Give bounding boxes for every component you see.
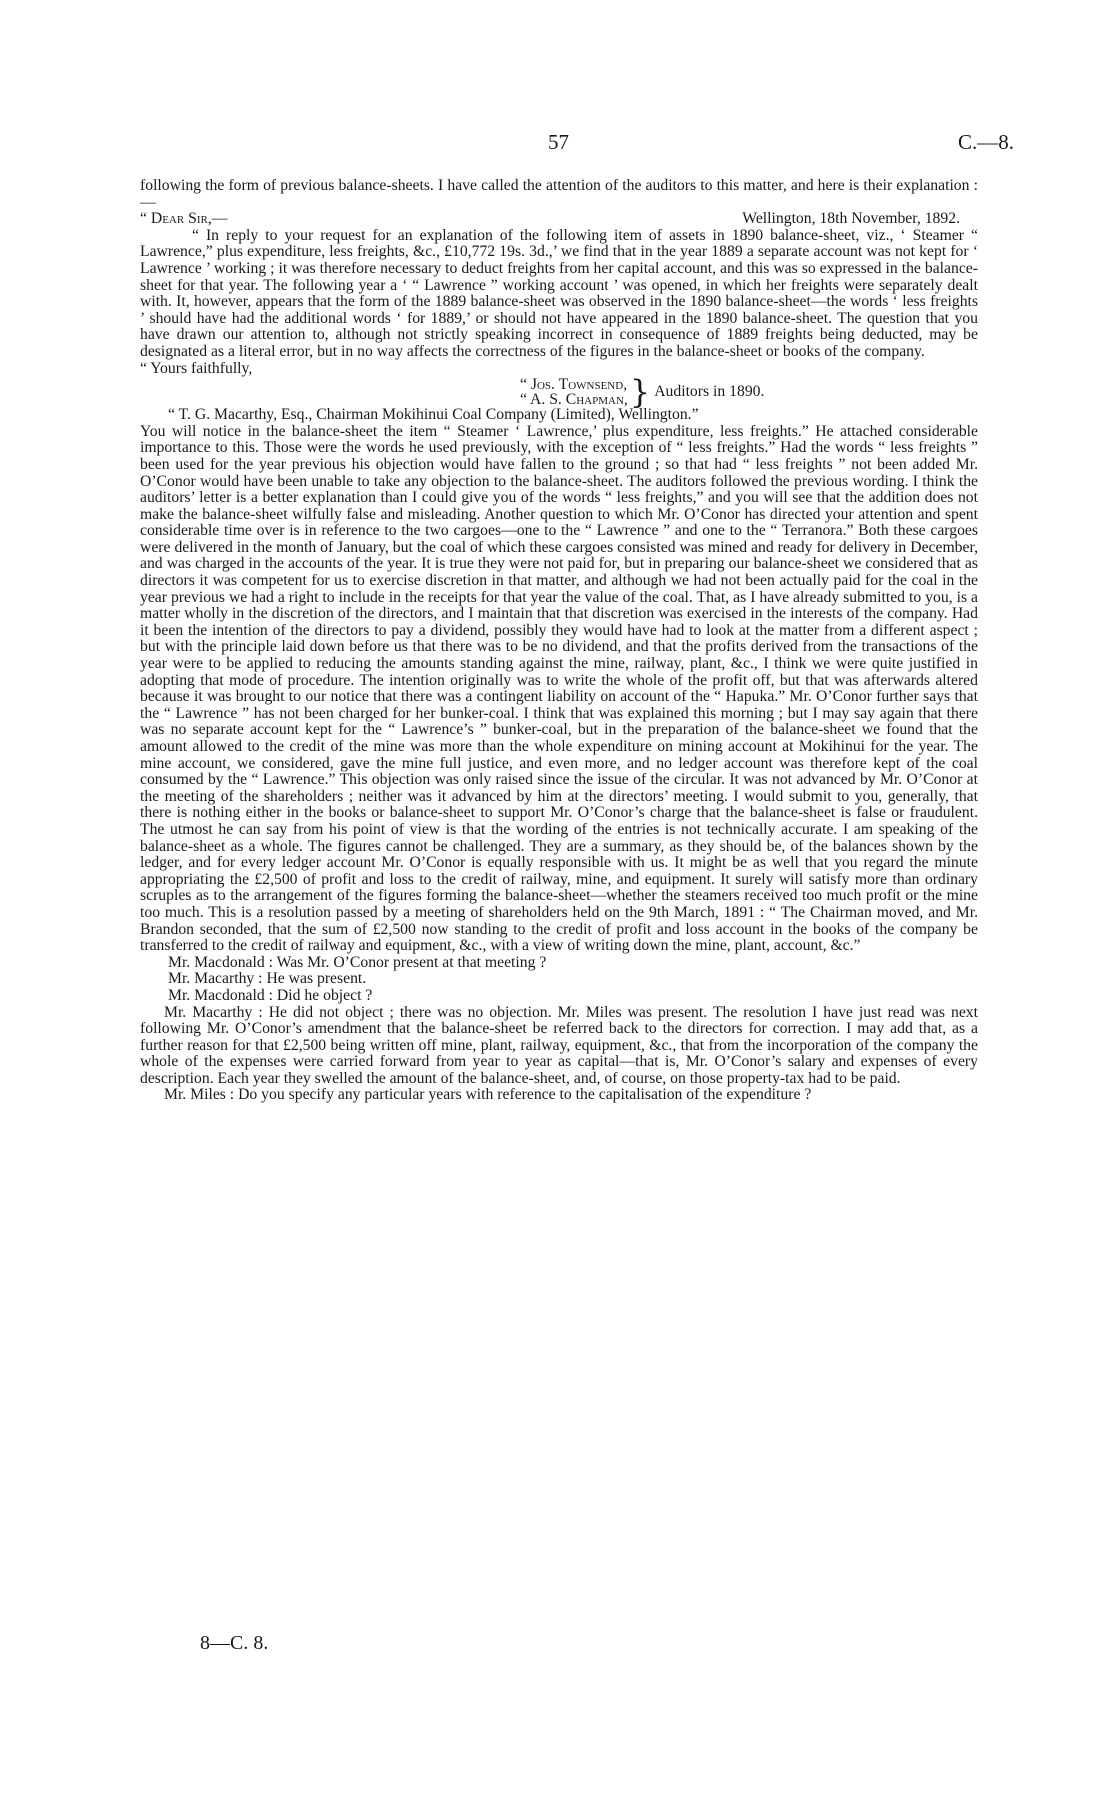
letter-heading	[140, 211, 978, 228]
signatory-chapman: “ A. S. Chapman,	[520, 391, 628, 409]
letter-closing: “ Yours faithfully,	[140, 359, 253, 377]
auditors-letter: “ In reply to your request for an explanation of the following item of assets in 1890 balance-sheet, viz., ‘ Steamer “ Lawrence,” plus expenditure, less freights, &c., £10,772 19s. 3d.,’ we find that in the year 1889 a separate account was not kept for ‘ Lawrence ’ working ; it was therefore necessary to deduct freights from her capital account, and this was so expressed in the balance-sheet for that year. The following year a ‘ “ Lawrence ” working account ’ was opened, in which her freights were separately dealt with. It, however, appears that the form of the 1889 balance-sheet was observed in the 1890 balance-sheet—the words ‘ less freights ’ should have had the additional words ‘ for 1889,’ or should not have appeared in the 1890 balance-sheet. The question that you have drawn our attention to, although not strictly speaking incorrect in consequence of 1889 freights being deducted, may be designated as a literal error, but in no way affects the correctness of the figures in the balance-sheet or books of the company.	[140, 226, 978, 360]
paper-reference: C.—8.	[957, 130, 1014, 154]
signatory-role: Auditors in 1890.	[654, 382, 765, 400]
signatory-townsend: “ Jos. Townsend,	[520, 376, 628, 394]
signature-code: 8—C. 8.	[200, 1632, 269, 1654]
answer-macarthy-2: Mr. Macarthy : He did not object ; there was no objection. Mr. Miles was present. The resolution I have just read was next following Mr. O’Conor’s amendment that the balance-sheet be referred back to the directors for correction. I may add that, as a further reason for that £2,500 being written off mine, plant, railway, equipment, &c., that from the incorporation of the company the whole of the expenses were carried forward from year to year as capital—that is, Mr. O’Conor’s salary and expenses of every description. Each year they swelled the amount of the balance-sheet, and, of course, on those property-tax had to be paid.	[140, 1003, 978, 1087]
letter-date: Wellington, 18th November, 1892.	[742, 210, 960, 228]
answer-macarthy-1: Mr. Macarthy : He was present.	[168, 970, 367, 988]
question-macdonald-1: Mr. Macdonald : Was Mr. O’Conor present at that meeting ?	[168, 953, 547, 971]
opening-paragraph: following the form of previous balance-sheets. I have called the attention of the auditors to this matter, and here is their explanation :—	[140, 177, 978, 211]
page-number: 57	[548, 130, 569, 154]
brace-glyph: }	[629, 373, 651, 412]
salutation: “ Dear Sir,—	[140, 210, 228, 228]
letter-addressee: “ T. G. Macarthy, Esq., Chairman Mokihinui Coal Company (Limited), Wellington.”	[168, 406, 699, 424]
question-macdonald-2: Mr. Macdonald : Did he object ?	[168, 986, 373, 1004]
signature-block	[520, 373, 978, 412]
macarthy-statement: You will notice in the balance-sheet the item “ Steamer ‘ Lawrence,’ plus expenditure, less freights.” He attached considerable importance to this. Those were the words he used previously, with the exception of “ less freights.” Had the words “ less freights ” been used for the year previous his objection would have fallen to the ground ; so that had “ less freights ” not been added Mr. O’Conor would have been unable to take any objection to the balance-sheet. The auditors followed the previous wording. I think the auditors’ letter is a better explanation than I could give you of the words “ less freights,” and you will see that the addition does not make the balance-sheet wilfully false and misleading. Another question to which Mr. O’Conor has directed your attention and spent considerable time over is in reference to the two cargoes—one to the “ Lawrence ” and one to the “ Terranora.” Both these cargoes were delivered in the month of January, but the coal of which these cargoes consisted was mined and ready for delivery in December, and was charged in the accounts of the year. It is true they were not paid for, but in preparing our balance-sheet we considered that as directors it was competent for us to exercise discretion in that matter, and although we had not been actually paid for the coal in the year previous we had a right to include in the receipts for that year the value of the coal. That, as I have already submitted to you, is a matter wholly in the discretion of the directors, and I maintain that that discretion was exercised in the interests of the company. Had it been the intention of the directors to pay a dividend, possibly they would have had to look at the matter from a different aspect ; but with the principle laid down before us that there was to be no dividend, and that the profits derived from the transactions of the year were to be applied to reducing the amounts standing against the mine, railway, plant, &c., I think we were quite justified in adopting that mode of procedure. The intention originally was to write the whole of the profit off, but that was afterwards altered because it was brought to our notice that there was a contingent liability on account of the “ Hapuka.” Mr. O’Conor further says that the “ Lawrence ” has not been charged for her bunker-coal. I think that was explained this morning ; but I may say again that there was no separate account kept for the “ Lawrence’s ” bunker-coal, but in the preparation of the balance-sheet we found that the amount allowed to the credit of the mine was more than the whole expenditure on mining account at Mokihinui for the year. The mine account, we considered, gave the mine full justice, and even more, and no ledger account was therefore kept of the coal consumed by the “ Lawrence.” This objection was only raised since the issue of the circular. It was not advanced by Mr. O’Conor at the meeting of the shareholders ; neither was it advanced by him at the directors’ meeting. I would submit to you, generally, that there is nothing either in the books or balance-sheet to support Mr. O’Conor’s charge that the balance-sheet is false or fraudulent. The utmost he can say from his point of view is that the wording of the entries is not technically accurate. I am speaking of the balance-sheet as a whole. The figures cannot be challenged. They are a summary, as they should be, of the balances shown by the ledger, and for every ledger account Mr. O’Conor is equally responsible with us. It might be as well that you regard the minute appropriating the £2,500 of profit and loss to the credit of railway, mine, and equipment. It surely will satisfy more than ordinary scruples as to the arrangement of the figures forming the balance-sheet—whether the steamers received too much profit or the mine too much. This is a resolution passed by a meeting of shareholders held on the 9th March, 1891 : “ The Chairman moved, and Mr. Brandon seconded, that the sum of £2,500 now standing to the credit of profit and loss account in the books of the company be transferred to the credit of railway and equipment, &c., with a view of writing down the mine, plant, account, &c.”	[140, 422, 978, 955]
body-text	[140, 178, 978, 1104]
question-miles: Mr. Miles : Do you specify any particular years with reference to the capitalisation of the expenditure ?	[164, 1086, 812, 1104]
page-header	[0, 130, 1114, 160]
signatory-names	[520, 377, 628, 407]
